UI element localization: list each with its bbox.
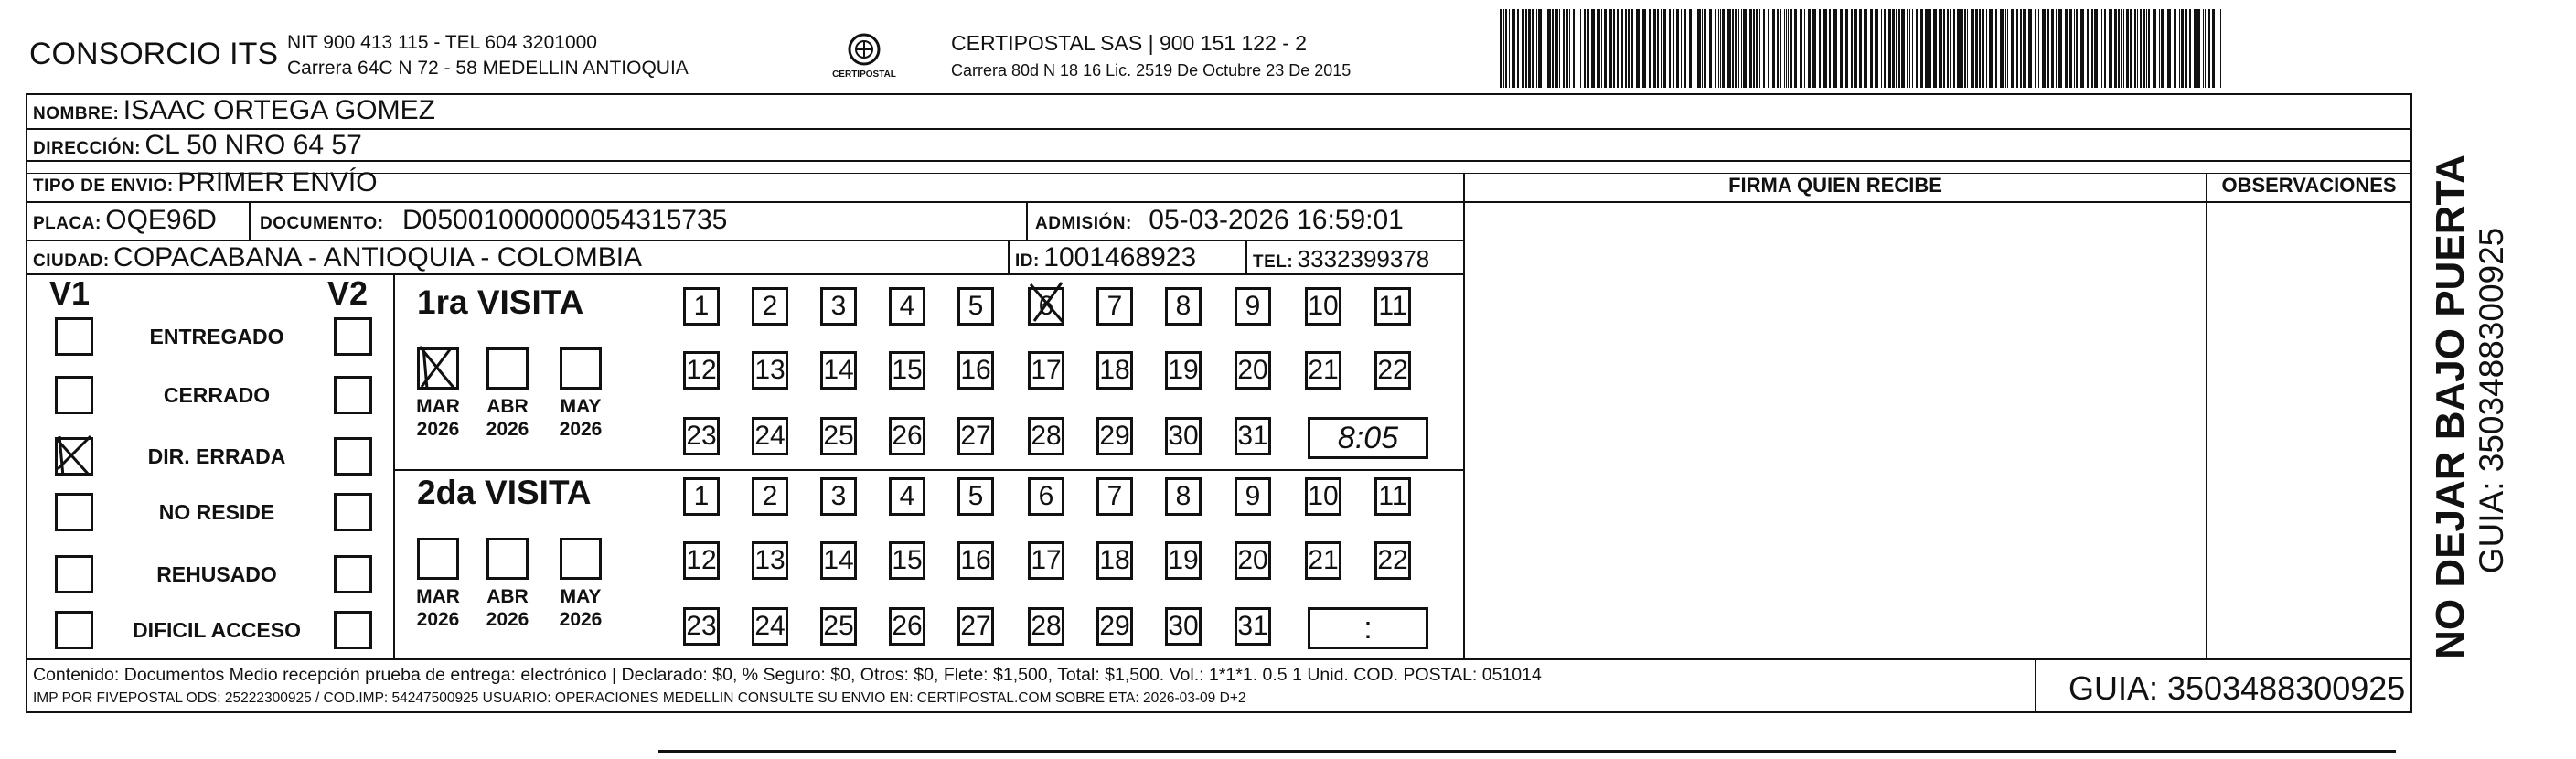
day-box[interactable] [889, 417, 925, 455]
month-label: ABR 2026 [486, 396, 529, 440]
day-box[interactable] [957, 607, 994, 646]
state-label: CERRADO [163, 383, 271, 407]
day-number: 19 [1168, 545, 1199, 575]
day-box[interactable] [1028, 541, 1064, 580]
day-number: 26 [892, 611, 923, 641]
day-box[interactable] [1305, 477, 1341, 516]
state-label: REHUSADO [156, 562, 277, 586]
time-value: 8:05 [1337, 420, 1399, 455]
month-label: MAR 2026 [416, 586, 460, 630]
observaciones-header: OBSERVACIONES [2221, 174, 2397, 197]
day-box[interactable] [957, 287, 994, 326]
field-ciudad: CIUDAD: COPACABANA - ANTIOQUIA - COLOMBIA [33, 242, 643, 273]
day-box[interactable] [683, 417, 720, 455]
firma-header: FIRMA QUIEN RECIBE [1728, 174, 1942, 197]
day-box[interactable] [752, 417, 788, 455]
day-box[interactable] [1028, 351, 1064, 390]
frame-left [26, 93, 27, 713]
day-box[interactable] [957, 541, 994, 580]
day-box[interactable] [683, 287, 720, 326]
x-mark-icon [1025, 279, 1071, 326]
company-nit: NIT 900 413 115 - TEL 604 3201000 [287, 32, 597, 53]
day-number: 21 [1308, 355, 1339, 385]
day-box[interactable] [820, 417, 857, 455]
day-box[interactable] [820, 351, 857, 390]
day-number: 2 [762, 481, 778, 511]
day-number: 4 [899, 291, 915, 321]
cell-divider [249, 203, 251, 240]
row-divider [26, 160, 2412, 162]
day-box[interactable] [1235, 477, 1271, 516]
day-number: 16 [960, 355, 991, 385]
v1-checkbox[interactable] [55, 317, 93, 356]
states-divider [393, 275, 395, 658]
day-number: 17 [1031, 545, 1062, 575]
v2-checkbox[interactable] [334, 611, 372, 649]
day-box[interactable] [957, 351, 994, 390]
day-box[interactable] [957, 477, 994, 516]
day-box[interactable] [1374, 287, 1411, 326]
day-box[interactable] [820, 541, 857, 580]
day-box[interactable] [1096, 287, 1133, 326]
frame-right [2410, 93, 2412, 713]
v2-checkbox[interactable] [334, 437, 372, 476]
day-box[interactable] [1235, 351, 1271, 390]
day-box[interactable] [752, 287, 788, 326]
day-number: 30 [1168, 421, 1199, 451]
month-label: ABR 2026 [486, 586, 529, 630]
field-nombre: NOMBRE: ISAAC ORTEGA GOMEZ [33, 95, 435, 125]
day-number: 8 [1175, 481, 1192, 511]
footer-guia: GUIA: 3503488300925 [2068, 669, 2406, 707]
month-label: MAR 2026 [416, 396, 460, 440]
day-box[interactable] [889, 351, 925, 390]
footer-content: Contenido: Documentos Medio recepción prueba de entrega: electrónico | Declarado: $0, % Seguro: $0, Otros: $0, Flete: $1,500, Total: $1,500. Vol.: 1*1*1. 0.5 1 Unid. COD. POSTAL: 051014 [33, 665, 1542, 685]
day-number: 12 [686, 355, 717, 385]
day-number: 28 [1031, 611, 1062, 641]
day-box[interactable] [1235, 287, 1271, 326]
day-number: 1 [693, 291, 710, 321]
day-box[interactable] [752, 351, 788, 390]
day-number: 31 [1237, 421, 1268, 451]
day-number: 6 [1038, 481, 1054, 511]
day-box[interactable] [1165, 351, 1202, 390]
certipostal-logo [832, 27, 896, 84]
day-number: 14 [823, 545, 854, 575]
x-mark-icon [414, 341, 460, 392]
day-number: 23 [686, 611, 717, 641]
v1-checkbox[interactable] [55, 437, 93, 476]
field-id: ID: 1001468923 [1015, 242, 1197, 273]
day-box[interactable] [683, 351, 720, 390]
cell-divider [1245, 241, 1247, 273]
day-box[interactable] [820, 607, 857, 646]
month-checkbox[interactable] [560, 347, 602, 390]
day-box[interactable] [1305, 351, 1341, 390]
day-number: 29 [1099, 421, 1130, 451]
bottom-rule [658, 750, 2396, 753]
field-documento: DOCUMENTO: D05001000000054315735 [260, 205, 728, 235]
day-number: 14 [823, 355, 854, 385]
day-number: 11 [1378, 481, 1407, 511]
day-box[interactable] [1374, 351, 1411, 390]
day-number: 9 [1245, 291, 1261, 321]
side-guia: GUIA: 3503488300925 [2473, 227, 2510, 574]
month-checkbox[interactable] [560, 538, 602, 580]
month-label: MAY 2026 [559, 396, 603, 440]
row-divider [26, 273, 1465, 275]
visit-2-title: 2da VISITA [417, 474, 592, 511]
day-number: 24 [754, 421, 786, 451]
day-number: 6 [1038, 291, 1054, 321]
day-box[interactable] [889, 477, 925, 516]
state-label: DIFICIL ACCESO [132, 618, 301, 642]
state-label: ENTREGADO [149, 325, 284, 348]
v1-checkbox[interactable] [55, 611, 93, 649]
day-box[interactable] [1165, 607, 1202, 646]
v2-checkbox[interactable] [334, 317, 372, 356]
time-box[interactable] [1308, 417, 1428, 459]
courier-address: Carrera 80d N 18 16 Lic. 2519 De Octubre 23 De 2015 [951, 61, 1352, 80]
v1-header: V1 [49, 274, 91, 312]
day-number: 24 [754, 611, 786, 641]
day-box[interactable] [1096, 607, 1133, 646]
no-dejar-bajo-puerta: NO DEJAR BAJO PUERTA [2428, 155, 2473, 659]
field-tel: TEL: 3332399378 [1253, 245, 1430, 273]
observaciones-area[interactable] [2207, 203, 2410, 658]
visits-divider [393, 469, 1463, 471]
month-checkbox[interactable] [486, 347, 529, 390]
day-box[interactable] [820, 287, 857, 326]
company-address: Carrera 64C N 72 - 58 MEDELLIN ANTIOQUIA [287, 58, 689, 79]
day-box[interactable] [1235, 607, 1271, 646]
day-number: 21 [1308, 545, 1339, 575]
v1-checkbox[interactable] [55, 493, 93, 531]
day-number: 3 [830, 291, 847, 321]
day-number: 18 [1099, 545, 1130, 575]
day-number: 27 [960, 421, 991, 451]
day-box[interactable] [889, 607, 925, 646]
day-box[interactable] [1374, 541, 1411, 580]
day-number: 29 [1099, 611, 1130, 641]
day-number: 5 [967, 291, 984, 321]
day-number: 22 [1377, 545, 1408, 575]
footer-divider [26, 658, 2412, 660]
day-number: 16 [960, 545, 991, 575]
day-box[interactable] [1028, 287, 1064, 326]
day-box[interactable] [1374, 477, 1411, 516]
day-box[interactable] [889, 287, 925, 326]
time-box[interactable] [1308, 607, 1428, 649]
day-number: 1 [693, 481, 710, 511]
day-box[interactable] [1096, 417, 1133, 455]
day-number: 9 [1245, 481, 1261, 511]
day-number: 10 [1308, 481, 1339, 511]
day-number: 11 [1378, 291, 1407, 321]
month-checkbox[interactable] [417, 538, 459, 580]
barcode [1500, 9, 2231, 88]
day-box[interactable] [957, 417, 994, 455]
day-box[interactable] [1028, 417, 1064, 455]
month-label: MAY 2026 [559, 586, 603, 630]
day-number: 31 [1237, 611, 1268, 641]
day-box[interactable] [1165, 541, 1202, 580]
day-box[interactable] [1235, 541, 1271, 580]
frame-bottom [26, 711, 2412, 713]
month-checkbox[interactable] [486, 538, 529, 580]
side-guia-wrap [2469, 91, 2515, 722]
visit-1-title: 1ra VISITA [417, 283, 584, 321]
day-number: 20 [1237, 355, 1268, 385]
day-box[interactable] [683, 541, 720, 580]
footer-guia-divider [2035, 660, 2036, 713]
day-number: 19 [1168, 355, 1199, 385]
day-number: 15 [892, 355, 923, 385]
v2-checkbox[interactable] [334, 376, 372, 414]
day-number: 2 [762, 291, 778, 321]
day-box[interactable] [1165, 287, 1202, 326]
day-number: 22 [1377, 355, 1408, 385]
day-number: 25 [823, 611, 854, 641]
day-box[interactable] [1305, 287, 1341, 326]
state-label: NO RESIDE [158, 500, 275, 524]
field-direccion: DIRECCIÓN: CL 50 NRO 64 57 [33, 130, 362, 160]
cell-divider [1026, 203, 1028, 240]
day-number: 10 [1308, 291, 1339, 321]
day-number: 18 [1099, 355, 1130, 385]
v2-header: V2 [327, 274, 369, 312]
day-box[interactable] [820, 477, 857, 516]
day-box[interactable] [889, 541, 925, 580]
day-box[interactable] [1028, 477, 1064, 516]
day-box[interactable] [1165, 417, 1202, 455]
day-number: 25 [823, 421, 854, 451]
day-box[interactable] [1028, 607, 1064, 646]
field-admision: ADMISIÓN: 05-03-2026 16:59:01 [1035, 205, 1404, 235]
day-box[interactable] [1305, 541, 1341, 580]
day-box[interactable] [1096, 541, 1133, 580]
field-placa: PLACA: OQE96D [33, 205, 217, 235]
field-tipo-envio: TIPO DE ENVIO: PRIMER ENVÍO [33, 167, 378, 198]
day-box[interactable] [752, 477, 788, 516]
day-number: 5 [967, 481, 984, 511]
firma-area[interactable] [1465, 203, 2206, 658]
day-number: 7 [1106, 481, 1123, 511]
day-box[interactable] [683, 477, 720, 516]
day-box[interactable] [683, 607, 720, 646]
day-number: 27 [960, 611, 991, 641]
day-number: 7 [1106, 291, 1123, 321]
day-box[interactable] [1235, 417, 1271, 455]
day-box[interactable] [1165, 477, 1202, 516]
v2-checkbox[interactable] [334, 493, 372, 531]
row-divider [26, 128, 2412, 130]
state-label: DIR. ERRADA [147, 444, 286, 468]
day-number: 13 [754, 545, 786, 575]
v1-checkbox[interactable] [55, 555, 93, 593]
day-number: 17 [1031, 355, 1062, 385]
day-number: 28 [1031, 421, 1062, 451]
v2-checkbox[interactable] [334, 555, 372, 593]
cell-divider [1008, 241, 1010, 273]
row-divider [26, 240, 1465, 241]
day-number: 8 [1175, 291, 1192, 321]
day-number: 4 [899, 481, 915, 511]
day-number: 26 [892, 421, 923, 451]
day-box[interactable] [752, 541, 788, 580]
day-number: 20 [1237, 545, 1268, 575]
day-box[interactable] [1096, 477, 1133, 516]
footer-meta: IMP POR FIVEPOSTAL ODS: 25222300925 / COD.IMP: 54247500925 USUARIO: OPERACIONES MEDELLIN CONSULTE SU ENVIO EN: CERTIPOSTAL.COM SOBRE ETA: 2026-03-09 D+2 [33, 690, 1246, 706]
company-name: CONSORCIO ITS [29, 37, 279, 71]
day-number: 3 [830, 481, 847, 511]
day-number: 23 [686, 421, 717, 451]
row-divider [26, 201, 1465, 203]
day-number: 13 [754, 355, 786, 385]
logo-caption: CERTIPOSTAL [832, 69, 896, 80]
day-number: 12 [686, 545, 717, 575]
day-box[interactable] [752, 607, 788, 646]
month-checkbox[interactable] [417, 347, 459, 390]
time-value: : [1363, 610, 1373, 646]
day-box[interactable] [1096, 351, 1133, 390]
courier-name: CERTIPOSTAL SAS | 900 151 122 - 2 [951, 31, 1308, 55]
day-number: 15 [892, 545, 923, 575]
x-mark-icon [52, 433, 100, 480]
v1-checkbox[interactable] [55, 376, 93, 414]
day-number: 30 [1168, 611, 1199, 641]
